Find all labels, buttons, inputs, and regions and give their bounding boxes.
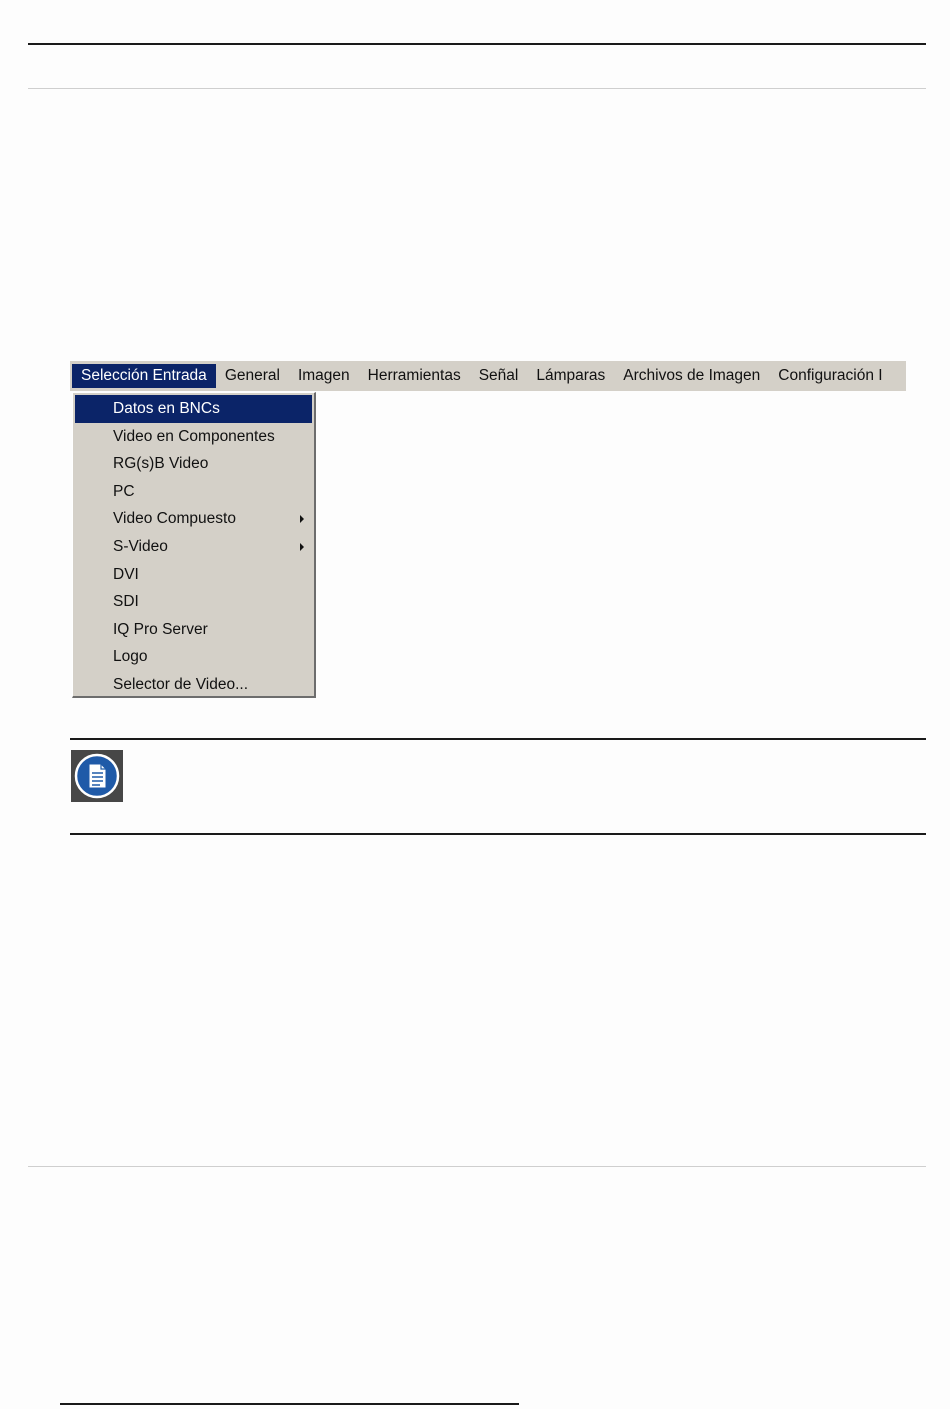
menu-item-video-compuesto[interactable] xyxy=(75,505,312,533)
menu-item-rgsb-video[interactable] xyxy=(75,450,312,478)
menu-item-dvi[interactable] xyxy=(75,561,312,589)
menu-item-label: Selector de Video... xyxy=(113,675,248,693)
footnote-rule xyxy=(60,1403,519,1405)
menu-item-label: Video en Componentes xyxy=(113,427,275,445)
menu-general[interactable]: General xyxy=(224,367,280,384)
menu-item-label: IQ Pro Server xyxy=(113,620,208,638)
menu-item-label: Logo xyxy=(113,648,148,666)
footer-divider xyxy=(28,1166,926,1167)
menu-screenshot xyxy=(70,361,906,701)
menu-item-video-en-componentes[interactable] xyxy=(75,423,312,451)
menu-item-selector-de-video[interactable] xyxy=(75,671,312,699)
note-top-rule xyxy=(70,738,926,740)
input-selection-dropdown xyxy=(72,392,316,698)
menu-herramientas[interactable]: Herramientas xyxy=(367,367,461,384)
header-divider xyxy=(28,88,926,89)
menu-item-label: PC xyxy=(113,482,135,500)
header-rule xyxy=(28,43,926,45)
menu-item-label: Video Compuesto xyxy=(113,510,236,528)
menu-imagen[interactable]: Imagen xyxy=(297,367,350,384)
menu-item-label: S-Video xyxy=(113,537,168,555)
menu-item-s-video[interactable] xyxy=(75,533,312,561)
menu-item-iq-pro-server[interactable] xyxy=(75,616,312,644)
note-bottom-rule xyxy=(70,833,926,835)
menu-archivos-de-imagen[interactable]: Archivos de Imagen xyxy=(623,367,761,384)
menu-item-label: SDI xyxy=(113,593,139,611)
submenu-arrow-icon xyxy=(300,543,304,551)
menu-item-logo[interactable] xyxy=(75,643,312,671)
menu-configuracion[interactable]: Configuración I xyxy=(778,367,883,384)
note-document-icon xyxy=(71,750,123,802)
menu-senal[interactable]: Señal xyxy=(478,367,519,384)
menu-item-datos-en-bncs[interactable] xyxy=(75,395,312,423)
menu-item-label: RG(s)B Video xyxy=(113,455,209,473)
menu-bar xyxy=(70,361,906,391)
menu-item-label: DVI xyxy=(113,565,139,583)
menu-lamparas[interactable]: Lámparas xyxy=(536,367,606,384)
submenu-arrow-icon xyxy=(300,515,304,523)
menu-seleccion-entrada[interactable]: Selección Entrada xyxy=(72,364,216,388)
menu-item-pc[interactable] xyxy=(75,478,312,506)
menu-item-sdi[interactable] xyxy=(75,588,312,616)
menu-item-label: Datos en BNCs xyxy=(113,400,220,417)
